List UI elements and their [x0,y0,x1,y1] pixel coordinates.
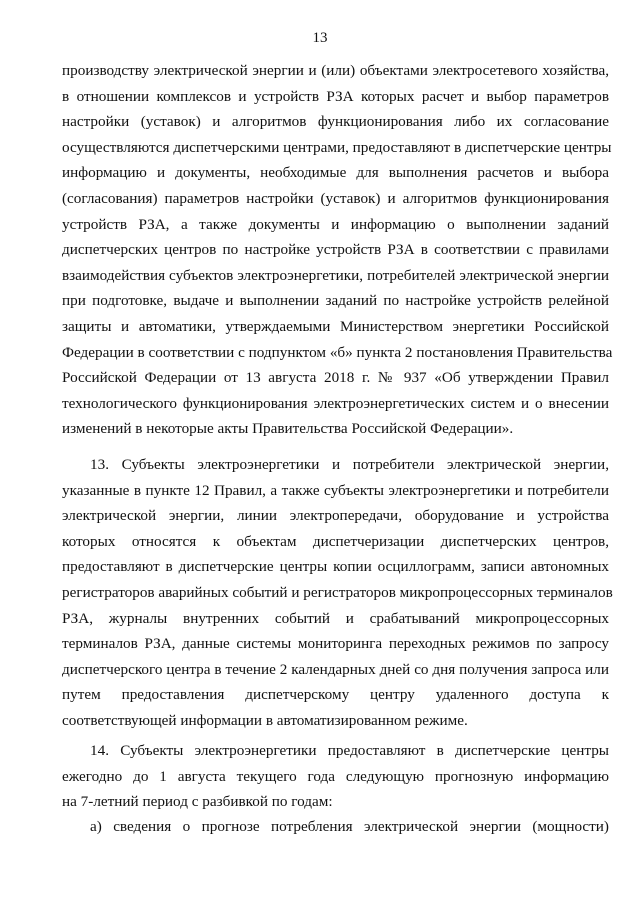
paragraph-item-14a [62,814,609,840]
paragraph-continuation [62,58,613,442]
text-line: (согласования) параметров настройки (уставок) и алгоритмов функционирования [62,189,609,207]
text-line: информацию и документы, необходимые для выполнения расчетов и выбора [62,164,609,182]
text-line: РЗА, журналы внутренних событий и срабатываний микропроцессорных [62,609,609,627]
text-line: устройств РЗА, а также документы и информацию о выполнении заданий [62,215,609,233]
text-line: 14. Субъекты электроэнергетики предоставляют в диспетчерские центры [90,742,609,759]
text-line: Российской Федерации от 13 августа 2018 г. № 937 «Об утверждении Правил [62,369,609,387]
paragraph-item-13 [62,452,613,734]
text-line: регистраторов аварийных событий и регистраторов микропроцессорных терминалов [62,583,613,601]
text-line: терминалов РЗА, данные системы мониторинга переходных режимов по запросу [62,635,609,653]
paragraph-item-14 [62,738,609,815]
text-line: при подготовке, выдаче и выполнении заданий по настройке устройств релейной [62,292,609,310]
text-line: путем предоставления диспетчерскому центру удаленного доступа к [62,686,609,704]
text-line: ежегодно до 1 августа текущего года следующую прогнозную информацию [62,767,609,785]
text-line: взаимодействия субъектов электроэнергетики, потребителей электрической энергии [62,266,609,284]
text-line: в отношении комплексов и устройств РЗА которых расчет и выбор параметров [62,87,609,105]
text-line: электрической энергии, линии электропередачи, оборудование и устройства [62,507,609,525]
text-line: 13. Субъекты электроэнергетики и потребители электрической энергии, [90,456,609,473]
page-number: 13 [312,30,328,46]
text-line: Федерации в соответствии с подпунктом «б» пункта 2 постановления Правительства [62,343,613,361]
text-line: на 7-летний период с разбивкой по годам: [62,793,333,811]
text-line: которых относятся к объектам диспетчеризации диспетчерских центров, [62,532,609,550]
text-line: диспетчерского центра в течение 2 календарных дней со дня получения запроса или [62,660,609,678]
text-line: технологического функционирования электроэнергетических систем и о внесении [62,394,609,412]
text-line: производству электрической энергии и (или) объектами электросетевого хозяйства, [62,62,609,79]
text-line: а) сведения о прогнозе потребления электрической энергии (мощности) [90,818,609,835]
text-line: предоставляют в диспетчерские центры копии осциллограмм, записи автономных [62,558,609,576]
text-line: осуществляются диспетчерскими центрами, предоставляют в диспетчерские центры [62,138,612,156]
text-line: диспетчерских центров по настройке устройств РЗА в соответствии с правилами [62,241,609,259]
text-line: настройки (уставок) и алгоритмов функционирования либо их согласование [62,113,609,131]
text-line: изменений в некоторые акты Правительства Российской Федерации». [62,420,514,438]
text-line: защиты и автоматики, утверждаемыми Министерством энергетики Российской [62,317,609,335]
text-line: указанные в пункте 12 Правил, а также субъекты электроэнергетики и потребители [62,481,609,499]
text-line: соответствующей информации в автоматизированном режиме. [62,711,468,729]
